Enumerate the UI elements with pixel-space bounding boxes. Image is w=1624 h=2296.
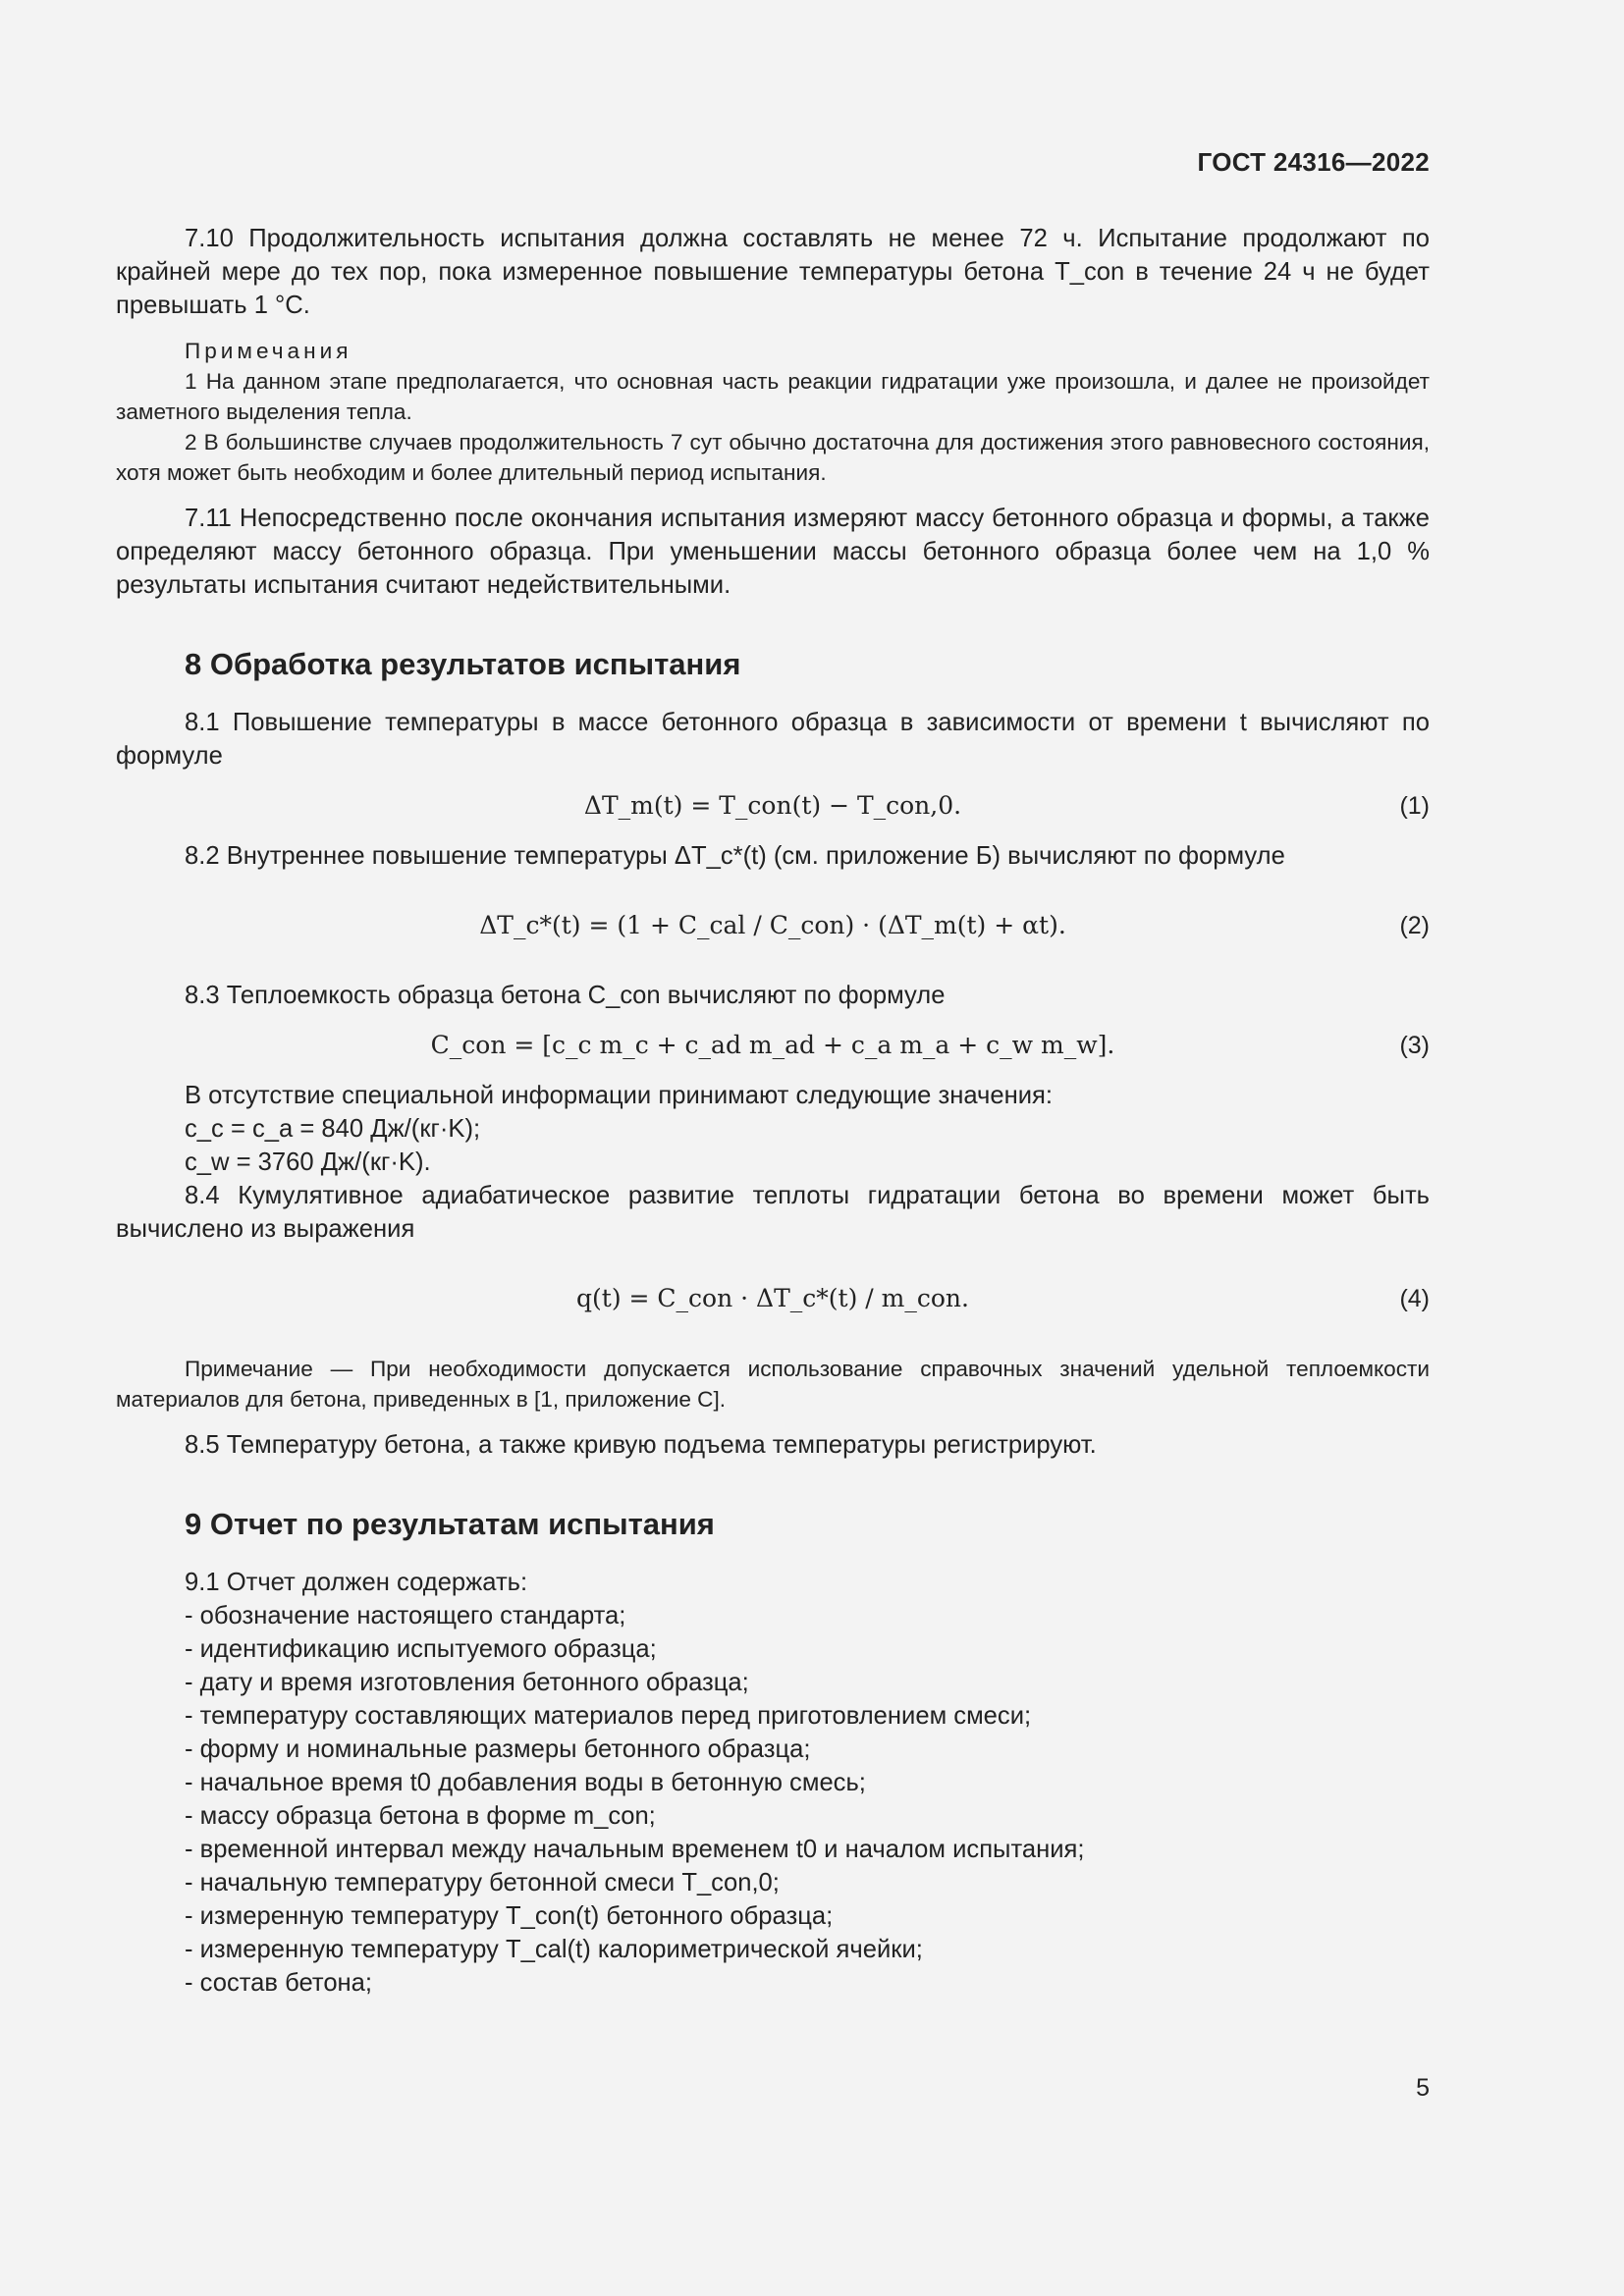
formula-2-expr: ΔT_c*(t) = (1 + C_cal / C_con) · (ΔT_m(t) + αt). [479,911,1066,939]
formula-3-expr: C_con = [c_c m_c + c_ad m_ad + c_a m_a + c_w m_w]. [430,1031,1115,1059]
list-item: - обозначение настоящего стандарта; [185,1602,626,1629]
page-content [116,222,1430,2000]
default-value-1: c_c = c_a = 840 Дж/(кг·K); [185,1115,481,1143]
formula-1-expr: ΔT_m(t) = T_con(t) − T_con,0. [583,791,962,820]
list-item: - температуру составляющих материалов перед приготовлением смеси; [185,1702,1032,1730]
formula-4 [116,1257,1430,1340]
list-item: - массу образца бетона в форме m_con; [185,1802,656,1830]
list-item: - состав бетона; [185,1969,373,1997]
note-2: 2 В большинстве случаев продолжительность 7 сут обычно достаточна для достижения этого равновесного состояния, хотя может быть необходим и более длительный период испытания. [116,430,1430,485]
formula-4-number: (4) [1399,1285,1430,1312]
list-item: - измеренную температуру T_con(t) бетонного образца; [185,1902,834,1930]
section-9-heading: 9 Отчет по результатам испытания [185,1507,715,1541]
clause-8-2: 8.2 Внутреннее повышение температуры ΔT_c*(t) (см. приложение Б) вычисляют по формуле [185,842,1285,870]
formula-3 [116,1024,1430,1067]
list-item: - начальную температуру бетонной смеси T_con,0; [185,1869,780,1896]
list-item: - дату и время изготовления бетонного образца; [185,1669,749,1696]
section-8-heading: 8 Обработка результатов испытания [185,647,741,681]
list-item: - измеренную температуру T_cal(t) калориметрической ячейки; [185,1936,923,1963]
formula-4-expr: q(t) = C_con · ΔT_c*(t) / m_con. [576,1284,969,1312]
defaults-intro: В отсутствие специальной информации принимают следующие значения: [185,1082,1053,1109]
report-items-list [116,1599,1430,2000]
clause-7-11: 7.11 Непосредственно после окончания испытания измеряют массу бетонного образца и формы, а также определяют массу бетонного образца. При уменьшении массы бетонного образца более чем на 1,0 % результаты испытания считают недействительными. [116,505,1430,599]
list-item: - начальное время t0 добавления воды в бетонную смесь; [185,1769,866,1796]
formula-2-number: (2) [1399,912,1430,939]
clause-9-1: 9.1 Отчет должен содержать: [185,1569,528,1596]
note-3: Примечание — При необходимости допускается использование справочных значений удельной теплоемкости материалов для бетона, приведенных в [1, приложение С]. [116,1357,1430,1412]
note-1: 1 На данном этапе предполагается, что основная часть реакции гидратации уже произошла, и далее не произойдет заметного выделения тепла. [116,369,1430,424]
clause-8-5: 8.5 Температуру бетона, а также кривую подъема температуры регистрируют. [185,1431,1097,1459]
clause-8-4: 8.4 Кумулятивное адиабатическое развитие теплоты гидратации бетона во времени может быть вычислено из выражения [116,1182,1430,1243]
notes-title: Примечания [185,339,352,363]
doc-header: ГОСТ 24316—2022 [1197,147,1430,177]
list-item: - форму и номинальные размеры бетонного образца; [185,1735,811,1763]
list-item: - временной интервал между начальным временем t0 и началом испытания; [185,1836,1085,1863]
clause-8-3: 8.3 Теплоемкость образца бетона C_con вычисляют по формуле [185,982,946,1009]
clause-7-10: 7.10 Продолжительность испытания должна составлять не менее 72 ч. Испытание продолжают по крайней мере до тех пор, пока измеренное повышение температуры бетона T_con в течение 24 ч не будет превышать 1 °С. [116,225,1430,319]
formula-1-number: (1) [1399,792,1430,820]
page-number: 5 [1416,2074,1430,2102]
clause-8-1: 8.1 Повышение температуры в массе бетонного образца в зависимости от времени t вычисляют по формуле [116,709,1430,770]
formula-2 [116,884,1430,967]
default-value-2: c_w = 3760 Дж/(кг·K). [185,1148,431,1176]
formula-3-number: (3) [1399,1032,1430,1059]
formula-1 [116,784,1430,828]
list-item: - идентификацию испытуемого образца; [185,1635,657,1663]
